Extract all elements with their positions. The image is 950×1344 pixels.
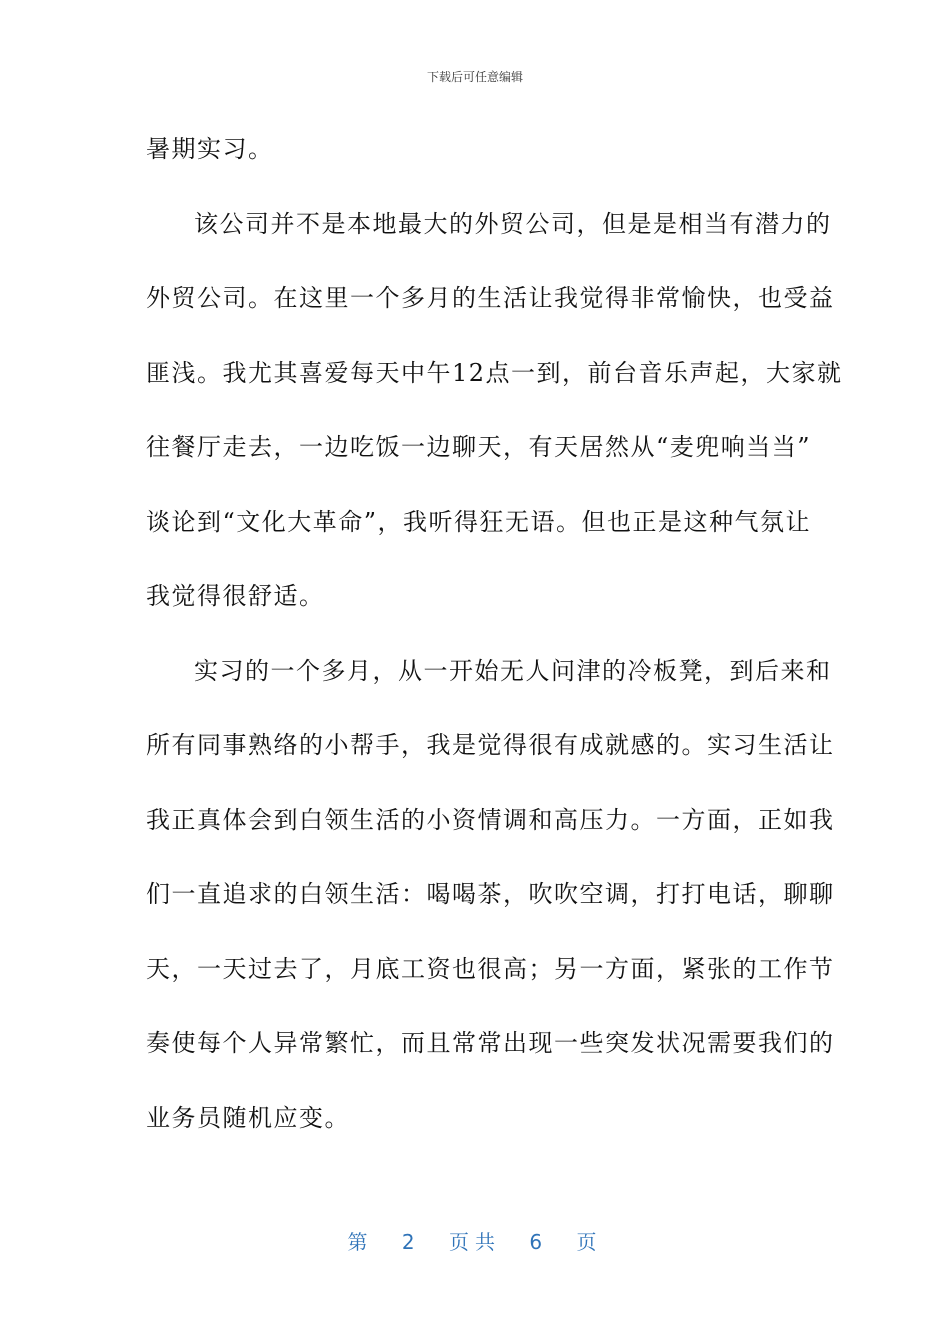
paragraph-line-1: 暑期实习。 <box>146 135 274 163</box>
footer-total-pages: 6 <box>529 1230 549 1254</box>
footer-middle: 页共 <box>449 1230 501 1254</box>
paragraph-line-9: 所有同事熟络的小帮手，我是觉得很有成就感的。实习生活让 <box>146 731 835 759</box>
paragraph-line-14: 业务员随机应变。 <box>146 1103 350 1132</box>
header-note: 下载后可任意编辑 <box>426 70 523 84</box>
paragraph-line-4: 匪浅。我尤其喜爱每天中午12点一到，前台音乐声起，大家就 <box>146 358 843 387</box>
footer-suffix: 页 <box>576 1230 603 1254</box>
paragraph-line-5: 往餐厅走去，一边吃饭一边聊天，有天居然从“麦兜响当当” <box>146 433 812 461</box>
paragraph-line-3: 外贸公司。在这里一个多月的生活让我觉得非常愉快，也受益 <box>146 284 835 312</box>
paragraph-line-6: 谈论到“文化大革命”，我听得狂无语。但也正是这种气氛让 <box>146 507 812 536</box>
paragraph-line-8: 实习的一个多月，从一开始无人问津的冷板凳，到后来和 <box>194 656 832 685</box>
footer-prefix: 第 <box>347 1230 374 1254</box>
page-footer <box>0 1226 950 1255</box>
footer-current-page: 2 <box>401 1230 421 1254</box>
paragraph-line-13: 奏使每个人异常繁忙，而且常常出现一些突发状况需要我们的 <box>146 1029 835 1057</box>
paragraph-line-12: 天，一天过去了，月底工资也很高；另一方面，紧张的工作节 <box>146 954 835 983</box>
paragraph-line-2: 该公司并不是本地最大的外贸公司，但是是相当有潜力的 <box>194 209 832 238</box>
paragraph-line-7: 我觉得很舒适。 <box>146 582 325 610</box>
paragraph-line-10: 我正真体会到白领生活的小资情调和高压力。一方面，正如我 <box>146 805 835 834</box>
document-body <box>146 112 843 1155</box>
paragraph-line-11: 们一直追求的白领生活：喝喝茶，吹吹空调，打打电话，聊聊 <box>146 880 835 908</box>
